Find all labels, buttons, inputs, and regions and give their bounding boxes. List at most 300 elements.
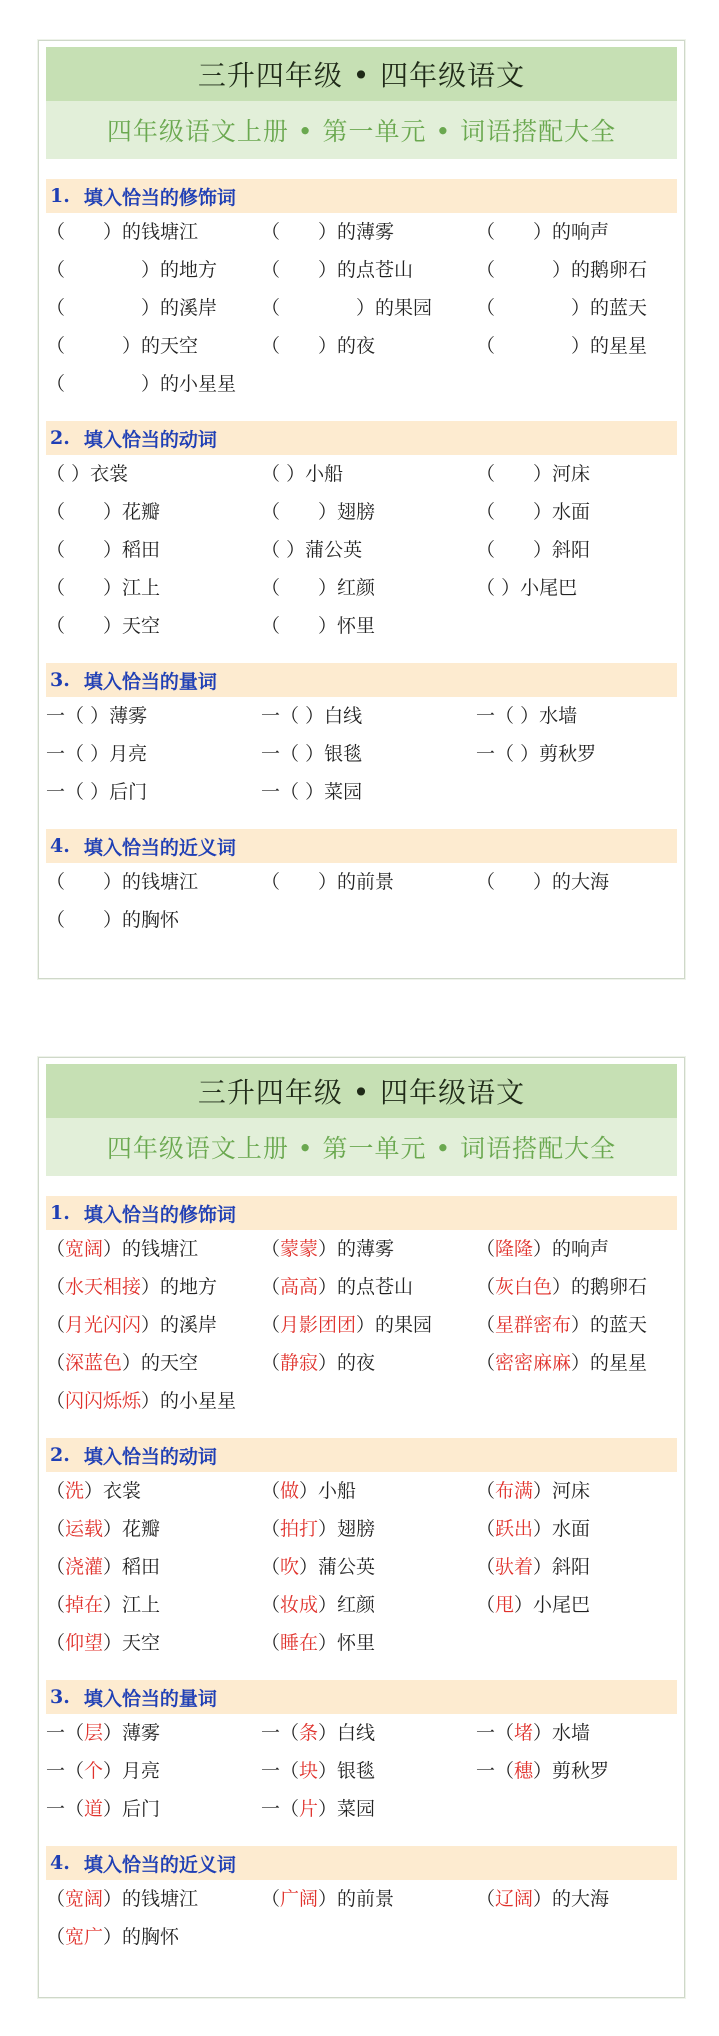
phrase-suffix: ）小尾巴 — [501, 577, 578, 599]
phrase-suffix: ）后门 — [90, 781, 148, 803]
open-bracket: （ — [261, 615, 281, 637]
open-bracket: （ — [261, 1238, 281, 1260]
answer-blank: 洗 — [65, 1480, 85, 1502]
phrase-item — [46, 1344, 261, 1382]
section-number: 3. — [50, 1686, 70, 1708]
phrase-suffix: ）的星星 — [571, 335, 648, 357]
phrase-item — [46, 1714, 261, 1752]
phrase-item — [261, 455, 476, 493]
card-inner — [46, 1064, 677, 1991]
answer-blank — [495, 463, 533, 485]
open-bracket: 一（ — [46, 1722, 85, 1744]
section-title: 填入恰当的动词 — [83, 428, 217, 451]
answer-blank — [65, 539, 103, 561]
open-bracket: （ — [476, 463, 496, 485]
worksheet-card-answers — [38, 1057, 685, 1998]
phrase-suffix: ）怀里 — [318, 615, 376, 637]
phrase-item — [476, 1472, 677, 1510]
phrase-item — [261, 531, 476, 569]
phrase-suffix: ）的响声 — [533, 1238, 610, 1260]
phrase-item — [476, 531, 677, 569]
answer-blank: 高高 — [280, 1276, 319, 1298]
open-bracket: （ — [261, 1632, 281, 1654]
open-bracket: 一（ — [476, 1722, 515, 1744]
phrase-suffix: ）斜阳 — [533, 1556, 591, 1578]
phrase-grid — [46, 697, 677, 811]
answer-blank — [495, 335, 571, 357]
phrase-item — [476, 1268, 677, 1306]
section-number: 4. — [50, 835, 70, 857]
phrase-suffix: ）小船 — [286, 463, 344, 485]
phrase-item — [46, 289, 261, 327]
section-heading — [46, 1846, 677, 1880]
answer-blank: 块 — [299, 1760, 319, 1782]
phrase-suffix: ）斜阳 — [533, 539, 591, 561]
phrase-item — [46, 697, 261, 735]
open-bracket: （ — [46, 1352, 66, 1374]
phrase-item — [476, 1752, 677, 1790]
phrase-suffix: ）天空 — [103, 1632, 161, 1654]
answer-blank: 妆成 — [280, 1594, 319, 1616]
answer-blank: 跃出 — [495, 1518, 534, 1540]
phrase-suffix: ）的星星 — [571, 1352, 648, 1374]
phrase-item — [476, 213, 677, 251]
answer-blank: 层 — [84, 1722, 104, 1744]
phrase-suffix: ）的小星星 — [141, 1390, 237, 1412]
answer-blank: 拍打 — [280, 1518, 319, 1540]
answer-blank: 甩 — [495, 1594, 515, 1616]
open-bracket: （ — [46, 501, 66, 523]
open-bracket: （ — [261, 335, 281, 357]
answer-blank — [495, 501, 533, 523]
phrase-suffix: ）的小星星 — [141, 373, 237, 395]
phrase-suffix: ）的钱塘江 — [103, 871, 199, 893]
answer-blank — [65, 577, 103, 599]
phrase-item — [476, 251, 677, 289]
answer-blank: 宽阔 — [65, 1888, 104, 1910]
answer-blank: 驮着 — [495, 1556, 534, 1578]
phrase-suffix: ）衣裳 — [84, 1480, 142, 1502]
phrase-item — [476, 1510, 677, 1548]
card-subtitle: 四年级语文上册 • 第一单元 • 词语搭配大全 — [46, 1118, 677, 1176]
phrase-suffix: ）的天空 — [122, 335, 199, 357]
phrase-item — [46, 773, 261, 811]
open-bracket: 一（ — [261, 781, 300, 803]
phrase-suffix: ）的蓝天 — [571, 1314, 648, 1336]
phrase-suffix: ）的鹅卵石 — [552, 259, 648, 281]
phrase-item — [476, 289, 677, 327]
answer-blank — [280, 335, 318, 357]
answer-blank: 蒙蒙 — [280, 1238, 319, 1260]
phrase-suffix: ）小船 — [299, 1480, 357, 1502]
phrase-suffix: ）薄雾 — [103, 1722, 161, 1744]
phrase-item — [476, 697, 677, 735]
phrase-grid — [46, 1230, 677, 1420]
phrase-item — [46, 607, 261, 645]
open-bracket: （ — [261, 1314, 281, 1336]
phrase-item — [476, 1880, 677, 1918]
answer-blank — [495, 871, 533, 893]
open-bracket: 一（ — [261, 1760, 300, 1782]
phrase-item — [476, 1344, 677, 1382]
answer-blank: 宽广 — [65, 1926, 104, 1948]
phrase-item — [476, 493, 677, 531]
open-bracket: （ — [46, 1926, 66, 1948]
open-bracket: （ — [46, 463, 66, 485]
open-bracket: （ — [476, 1352, 496, 1374]
open-bracket: 一（ — [476, 705, 515, 727]
phrase-suffix: ）白线 — [318, 1722, 376, 1744]
section-title: 填入恰当的修饰词 — [83, 186, 236, 209]
phrase-suffix: ）后门 — [103, 1798, 161, 1820]
phrase-suffix: ）薄雾 — [90, 705, 148, 727]
open-bracket: （ — [46, 1888, 66, 1910]
phrase-item — [46, 493, 261, 531]
phrase-item — [476, 1306, 677, 1344]
phrase-suffix: ）蒲公英 — [286, 539, 363, 561]
answer-blank: 运载 — [65, 1518, 104, 1540]
answer-blank — [495, 221, 533, 243]
answer-blank — [65, 501, 103, 523]
phrase-item — [46, 365, 261, 403]
open-bracket: （ — [46, 373, 66, 395]
section-title: 填入恰当的近义词 — [83, 1853, 236, 1876]
phrase-grid — [46, 213, 677, 403]
open-bracket: （ — [476, 259, 496, 281]
phrase-item — [261, 213, 476, 251]
answer-blank: 宽阔 — [65, 1238, 104, 1260]
phrase-suffix: ）的夜 — [318, 1352, 376, 1374]
answer-blank: 灰白色 — [495, 1276, 553, 1298]
answer-blank: 浇灌 — [65, 1556, 104, 1578]
phrase-suffix: ）花瓣 — [103, 501, 161, 523]
phrase-suffix: ）的地方 — [141, 259, 218, 281]
open-bracket: （ — [476, 221, 496, 243]
open-bracket: （ — [261, 501, 281, 523]
phrase-item — [46, 1472, 261, 1510]
phrase-suffix: ）的响声 — [533, 221, 610, 243]
phrase-item — [261, 607, 476, 645]
phrase-item — [46, 1586, 261, 1624]
phrase-item — [261, 1230, 476, 1268]
answer-blank — [65, 909, 103, 931]
phrase-item — [476, 1548, 677, 1586]
answer-blank: 堵 — [514, 1722, 534, 1744]
phrase-item — [46, 1548, 261, 1586]
phrase-suffix: ）的夜 — [318, 335, 376, 357]
phrase-suffix: ）的蓝天 — [571, 297, 648, 319]
phrase-item — [46, 531, 261, 569]
phrase-item — [261, 289, 476, 327]
phrase-item — [46, 1918, 261, 1956]
answer-blank: 片 — [299, 1798, 319, 1820]
open-bracket: （ — [476, 1480, 496, 1502]
phrase-suffix: ）水墙 — [533, 1722, 591, 1744]
card-subtitle: 四年级语文上册 • 第一单元 • 词语搭配大全 — [46, 101, 677, 159]
open-bracket: （ — [46, 577, 66, 599]
phrase-suffix: ）剪秋罗 — [520, 743, 597, 765]
phrase-item — [261, 1306, 476, 1344]
section-number: 4. — [50, 1852, 70, 1874]
open-bracket: （ — [261, 1594, 281, 1616]
answer-blank: 静寂 — [280, 1352, 319, 1374]
phrase-suffix: ）菜园 — [318, 1798, 376, 1820]
phrase-suffix: ）菜园 — [305, 781, 363, 803]
answer-blank: 穗 — [514, 1760, 534, 1782]
answer-blank — [495, 539, 533, 561]
answer-blank — [280, 221, 318, 243]
phrase-suffix: ）江上 — [103, 577, 161, 599]
phrase-item — [46, 735, 261, 773]
phrase-item — [261, 1790, 476, 1828]
open-bracket: （ — [46, 221, 66, 243]
open-bracket: （ — [476, 871, 496, 893]
phrase-item — [46, 1790, 261, 1828]
open-bracket: （ — [261, 1556, 281, 1578]
phrase-item — [46, 1510, 261, 1548]
phrase-suffix: ）的薄雾 — [318, 1238, 395, 1260]
open-bracket: 一（ — [46, 1760, 85, 1782]
phrase-grid — [46, 1880, 677, 1956]
open-bracket: （ — [46, 297, 66, 319]
answer-blank — [280, 259, 318, 281]
phrase-suffix: ）的溪岸 — [141, 1314, 218, 1336]
phrase-suffix: ）剪秋罗 — [533, 1760, 610, 1782]
open-bracket: 一（ — [46, 743, 85, 765]
phrase-item — [261, 1752, 476, 1790]
phrase-suffix: ）的大海 — [533, 1888, 610, 1910]
open-bracket: 一（ — [261, 1722, 300, 1744]
answer-blank — [280, 501, 318, 523]
answer-blank: 做 — [280, 1480, 300, 1502]
answer-blank — [65, 373, 141, 395]
phrase-item — [261, 773, 476, 811]
open-bracket: （ — [46, 615, 66, 637]
section-number: 3. — [50, 669, 70, 691]
open-bracket: （ — [46, 1518, 66, 1540]
section-heading — [46, 1680, 677, 1714]
open-bracket: 一（ — [476, 743, 515, 765]
phrase-item — [46, 1268, 261, 1306]
answer-blank: 掉在 — [65, 1594, 104, 1616]
open-bracket: （ — [261, 1888, 281, 1910]
open-bracket: （ — [46, 259, 66, 281]
answer-blank: 道 — [84, 1798, 104, 1820]
worksheet-card-blank — [38, 40, 685, 979]
section-title: 填入恰当的近义词 — [83, 836, 236, 859]
open-bracket: （ — [46, 539, 66, 561]
phrase-suffix: ）的钱塘江 — [103, 1238, 199, 1260]
phrase-item — [476, 735, 677, 773]
phrase-suffix: ）怀里 — [318, 1632, 376, 1654]
card-title: 三升四年级 • 四年级语文 — [46, 1064, 677, 1118]
phrase-item — [476, 1230, 677, 1268]
phrase-suffix: ）红颜 — [318, 1594, 376, 1616]
section-number: 1. — [50, 1202, 70, 1224]
open-bracket: 一（ — [46, 781, 85, 803]
open-bracket: （ — [261, 221, 281, 243]
phrase-item — [46, 1306, 261, 1344]
phrase-item — [476, 1586, 677, 1624]
phrase-item — [261, 251, 476, 289]
answer-blank: 闪闪烁烁 — [65, 1390, 142, 1412]
phrase-suffix: ）的鹅卵石 — [552, 1276, 648, 1298]
phrase-suffix: ）的溪岸 — [141, 297, 218, 319]
phrase-suffix: ）的点苍山 — [318, 1276, 414, 1298]
open-bracket: （ — [261, 1480, 281, 1502]
phrase-item — [476, 863, 677, 901]
open-bracket: （ — [261, 577, 281, 599]
open-bracket: （ — [476, 1276, 496, 1298]
phrase-item — [476, 455, 677, 493]
answer-blank: 吹 — [280, 1556, 300, 1578]
phrase-suffix: ）的前景 — [318, 871, 395, 893]
phrase-item — [261, 1624, 476, 1662]
open-bracket: 一（ — [261, 705, 300, 727]
open-bracket: （ — [476, 577, 496, 599]
open-bracket: （ — [476, 1518, 496, 1540]
answer-blank — [280, 871, 318, 893]
open-bracket: （ — [46, 1556, 66, 1578]
answer-blank: 水天相接 — [65, 1276, 142, 1298]
open-bracket: （ — [261, 1276, 281, 1298]
open-bracket: （ — [476, 539, 496, 561]
open-bracket: （ — [46, 1238, 66, 1260]
section-number: 2. — [50, 427, 70, 449]
section-heading — [46, 1438, 677, 1472]
answer-blank: 星群密布 — [495, 1314, 572, 1336]
section-number: 2. — [50, 1444, 70, 1466]
answer-blank: 条 — [299, 1722, 319, 1744]
phrase-grid — [46, 863, 677, 939]
phrase-suffix: ）的果园 — [356, 297, 433, 319]
section-heading — [46, 663, 677, 697]
open-bracket: （ — [46, 1480, 66, 1502]
answer-blank — [280, 577, 318, 599]
phrase-suffix: ）稻田 — [103, 539, 161, 561]
phrase-grid — [46, 455, 677, 645]
phrase-item — [46, 455, 261, 493]
open-bracket: （ — [476, 1556, 496, 1578]
answer-blank: 睡在 — [280, 1632, 319, 1654]
answer-blank: 布满 — [495, 1480, 534, 1502]
section-heading — [46, 179, 677, 213]
phrase-suffix: ）白线 — [305, 705, 363, 727]
answer-blank — [280, 615, 318, 637]
phrase-suffix: ）的薄雾 — [318, 221, 395, 243]
phrase-suffix: ）的钱塘江 — [103, 1888, 199, 1910]
answer-blank — [495, 259, 552, 281]
open-bracket: （ — [476, 1594, 496, 1616]
phrase-suffix: ）银毯 — [305, 743, 363, 765]
phrase-suffix: ）的胸怀 — [103, 909, 180, 931]
phrase-item — [46, 901, 261, 939]
phrase-grid — [46, 1714, 677, 1828]
phrase-suffix: ）花瓣 — [103, 1518, 161, 1540]
open-bracket: （ — [476, 1314, 496, 1336]
phrase-suffix: ）翅膀 — [318, 1518, 376, 1540]
phrase-grid — [46, 1472, 677, 1662]
phrase-suffix: ）红颜 — [318, 577, 376, 599]
section-title: 填入恰当的量词 — [83, 1687, 217, 1710]
phrase-suffix: ）的天空 — [122, 1352, 199, 1374]
phrase-item — [261, 569, 476, 607]
answer-blank: 月影团团 — [280, 1314, 357, 1336]
phrase-item — [261, 1714, 476, 1752]
phrase-item — [46, 863, 261, 901]
open-bracket: （ — [46, 871, 66, 893]
phrase-item — [261, 1510, 476, 1548]
phrase-suffix: ）水面 — [533, 501, 591, 523]
phrase-item — [46, 1752, 261, 1790]
answer-blank: 月光闪闪 — [65, 1314, 142, 1336]
answer-blank — [65, 871, 103, 893]
open-bracket: 一（ — [46, 705, 85, 727]
answer-blank — [280, 297, 356, 319]
phrase-item — [261, 697, 476, 735]
answer-blank — [65, 615, 103, 637]
phrase-item — [261, 863, 476, 901]
phrase-suffix: ）的钱塘江 — [103, 221, 199, 243]
open-bracket: 一（ — [46, 1798, 85, 1820]
card-title: 三升四年级 • 四年级语文 — [46, 47, 677, 101]
open-bracket: 一（ — [261, 743, 300, 765]
phrase-item — [261, 1344, 476, 1382]
phrase-item — [476, 569, 677, 607]
phrase-item — [261, 735, 476, 773]
card-inner — [46, 47, 677, 972]
open-bracket: （ — [261, 297, 281, 319]
phrase-suffix: ）银毯 — [318, 1760, 376, 1782]
open-bracket: （ — [261, 259, 281, 281]
open-bracket: （ — [261, 1352, 281, 1374]
open-bracket: （ — [476, 501, 496, 523]
answer-blank — [495, 297, 571, 319]
answer-blank: 仰望 — [65, 1632, 104, 1654]
section-title: 填入恰当的动词 — [83, 1445, 217, 1468]
phrase-item — [46, 1880, 261, 1918]
phrase-suffix: ）的点苍山 — [318, 259, 414, 281]
phrase-item — [46, 327, 261, 365]
open-bracket: （ — [261, 1518, 281, 1540]
phrase-item — [261, 1880, 476, 1918]
phrase-item — [46, 569, 261, 607]
phrase-item — [261, 1268, 476, 1306]
answer-blank: 辽阔 — [495, 1888, 534, 1910]
phrase-item — [46, 251, 261, 289]
answer-blank: 密密麻麻 — [495, 1352, 572, 1374]
open-bracket: （ — [46, 909, 66, 931]
phrase-item — [261, 1548, 476, 1586]
phrase-item — [261, 1586, 476, 1624]
phrase-suffix: ）月亮 — [103, 1760, 161, 1782]
phrase-item — [46, 1624, 261, 1662]
phrase-suffix: ）小尾巴 — [514, 1594, 591, 1616]
phrase-item — [261, 327, 476, 365]
phrase-suffix: ）的前景 — [318, 1888, 395, 1910]
answer-blank: 广阔 — [280, 1888, 319, 1910]
open-bracket: （ — [476, 1888, 496, 1910]
section-heading — [46, 421, 677, 455]
open-bracket: （ — [46, 1314, 66, 1336]
open-bracket: （ — [261, 463, 281, 485]
answer-blank — [65, 221, 103, 243]
answer-blank — [65, 259, 141, 281]
open-bracket: （ — [476, 1238, 496, 1260]
phrase-item — [46, 1230, 261, 1268]
phrase-suffix: ）水面 — [533, 1518, 591, 1540]
section-heading — [46, 1196, 677, 1230]
